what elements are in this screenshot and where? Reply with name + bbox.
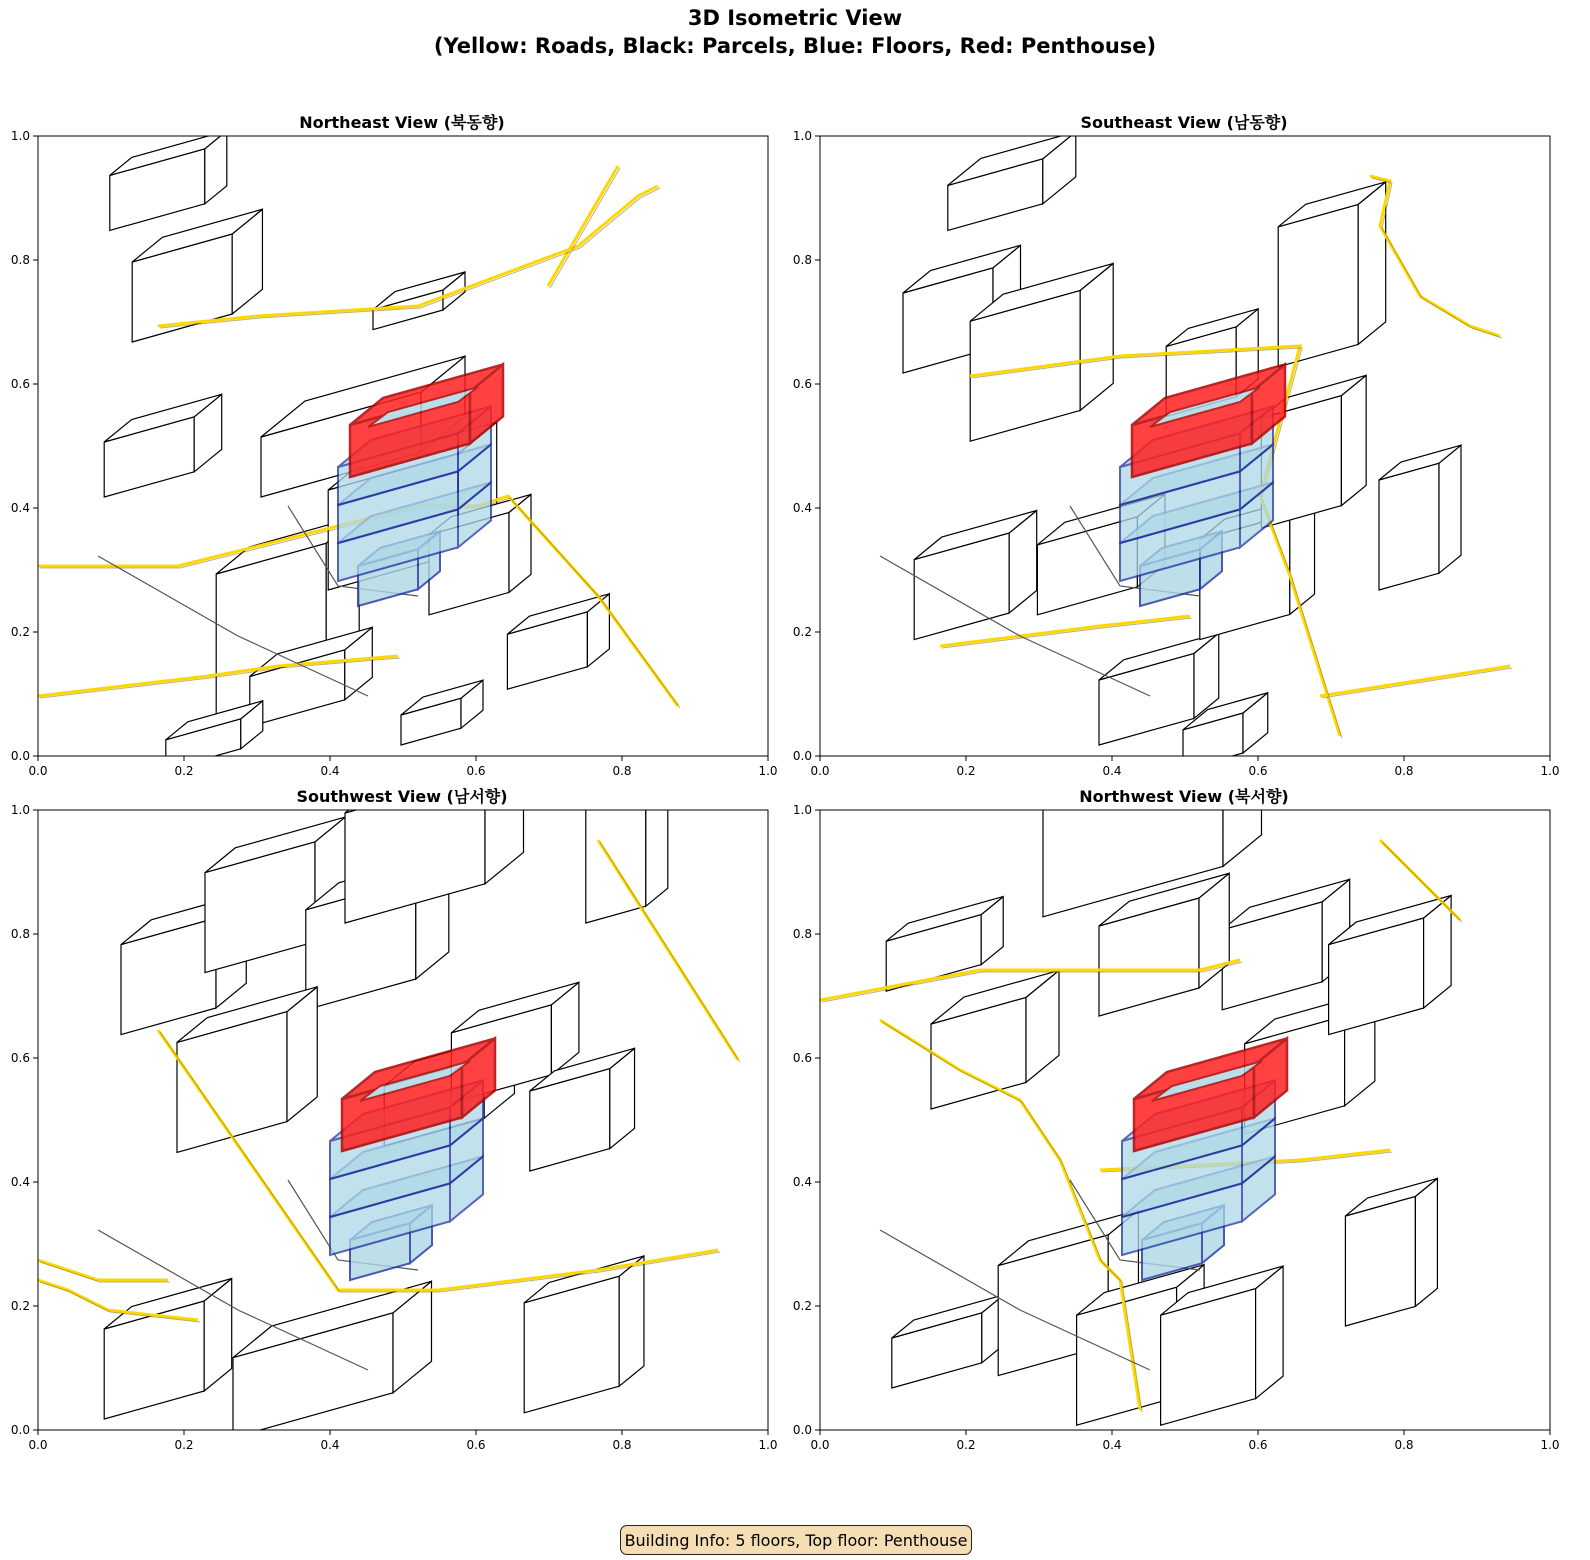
y-tick-label: 0.8 [10, 253, 30, 267]
x-tick-label: 0.8 [612, 764, 632, 778]
y-tick-label: 0.2 [10, 1299, 30, 1313]
x-tick-label: 1.0 [1540, 1438, 1560, 1452]
x-tick-label: 0.2 [956, 764, 976, 778]
x-tick-label: 0.4 [320, 764, 340, 778]
y-tick-label: 0.4 [792, 501, 812, 515]
x-tick-label: 0.6 [1248, 764, 1268, 778]
y-tick-label: 0.6 [792, 1051, 812, 1065]
x-tick-label: 0.0 [810, 764, 830, 778]
panel-northwest [793, 725, 1560, 1452]
x-tick-label: 0.6 [1248, 1438, 1268, 1452]
panel-southeast [793, 129, 1560, 778]
y-tick-label: 0.8 [792, 927, 812, 941]
y-tick-label: 0.8 [10, 927, 30, 941]
y-tick-label: 0.0 [10, 749, 30, 763]
x-tick-label: 0.0 [810, 1438, 830, 1452]
y-tick-label: 0.0 [792, 1423, 812, 1437]
x-tick-label: 0.6 [466, 1438, 486, 1452]
y-tick-label: 0.2 [792, 1299, 812, 1313]
panel-title-southwest: Southwest View (남서향) [296, 787, 508, 806]
x-tick-label: 0.6 [466, 764, 486, 778]
x-tick-label: 0.2 [174, 764, 194, 778]
building-info-box: Building Info: 5 floors, Top floor: Penthouse [620, 1525, 972, 1555]
panel-title-northeast: Northeast View (북동향) [299, 113, 505, 132]
figure-title-line2: (Yellow: Roads, Black: Parcels, Blue: Floors, Red: Penthouse) [433, 34, 1157, 58]
panel-southwest [11, 688, 778, 1452]
y-tick-label: 0.0 [10, 1423, 30, 1437]
y-tick-label: 0.6 [10, 1051, 30, 1065]
y-tick-label: 1.0 [792, 129, 812, 143]
y-tick-label: 0.6 [792, 377, 812, 391]
panel-title-northwest: Northwest View (북서향) [1079, 787, 1289, 806]
y-tick-label: 1.0 [10, 129, 30, 143]
y-tick-label: 0.2 [10, 625, 30, 639]
x-tick-label: 0.0 [28, 764, 48, 778]
y-tick-label: 0.4 [10, 1175, 30, 1189]
y-tick-label: 1.0 [792, 803, 812, 817]
x-tick-label: 0.0 [28, 1438, 48, 1452]
y-tick-label: 0.6 [10, 377, 30, 391]
panel-northeast [11, 129, 778, 778]
x-tick-label: 0.4 [320, 1438, 340, 1452]
y-tick-label: 0.0 [792, 749, 812, 763]
y-tick-label: 1.0 [10, 803, 30, 817]
x-tick-label: 1.0 [758, 1438, 778, 1452]
y-tick-label: 0.8 [792, 253, 812, 267]
x-tick-label: 0.8 [1394, 1438, 1414, 1452]
x-tick-label: 0.8 [612, 1438, 632, 1452]
x-tick-label: 0.4 [1102, 1438, 1122, 1452]
x-tick-label: 1.0 [758, 764, 778, 778]
y-tick-label: 0.4 [792, 1175, 812, 1189]
panel-title-southeast: Southeast View (남동향) [1080, 113, 1288, 132]
x-tick-label: 1.0 [1540, 764, 1560, 778]
y-tick-label: 0.4 [10, 501, 30, 515]
x-tick-label: 0.2 [174, 1438, 194, 1452]
x-tick-label: 0.8 [1394, 764, 1414, 778]
y-tick-label: 0.2 [792, 625, 812, 639]
figure-title-line1: 3D Isometric View [687, 6, 903, 30]
x-tick-label: 0.4 [1102, 764, 1122, 778]
x-tick-label: 0.2 [956, 1438, 976, 1452]
